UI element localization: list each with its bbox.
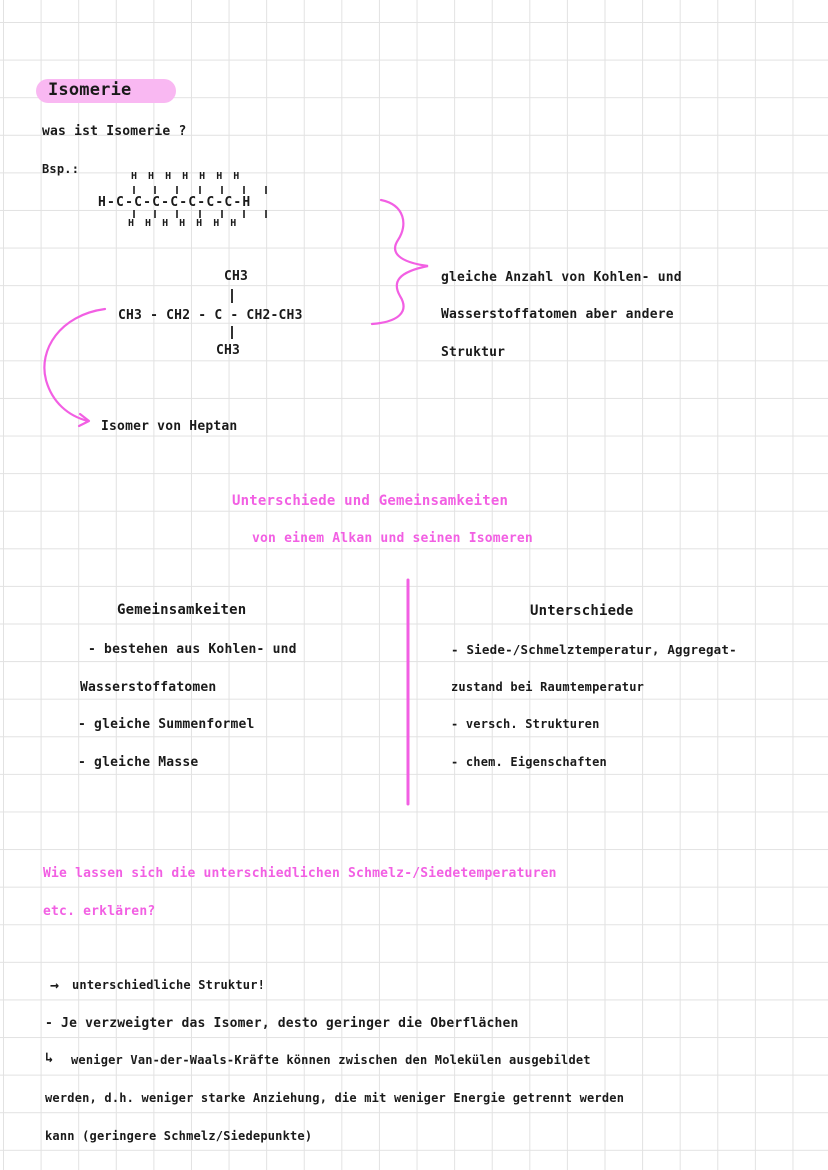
example-label: Bsp.:: [42, 162, 80, 176]
isomer-bottom-group: CH3: [216, 343, 241, 358]
difference-item: - chem. Eigenschaften: [451, 755, 607, 769]
isomer-label: Isomer von Heptan: [101, 419, 238, 434]
answer-line-2: - Je verzweigter das Isomer, desto geringer die Oberflächen: [45, 1016, 519, 1031]
commonality-item: - gleiche Masse: [78, 755, 199, 770]
note-line-1: gleiche Anzahl von Kohlen- und: [441, 270, 682, 285]
page-title: Isomerie: [48, 80, 132, 100]
commonalities-heading: Gemeinsamkeiten: [117, 602, 247, 618]
commonality-item: - gleiche Summenformel: [78, 717, 255, 732]
note-line-3: Struktur: [441, 345, 506, 360]
answer-line-1: unterschiedliche Struktur!: [72, 978, 266, 992]
isomer-main-chain: CH3 - CH2 - C - CH2-CH3: [118, 308, 303, 323]
answer-line-4: werden, d.h. weniger starke Anziehung, die mit weniger Energie getrennt werden: [45, 1091, 625, 1105]
question-line-1: Wie lassen sich die unterschiedlichen Schmelz-/Siedetemperaturen: [43, 866, 557, 881]
section-title-line-1: Unterschiede und Gemeinsamkeiten: [232, 493, 509, 509]
answer-line-3: weniger Van-der-Waals-Kräfte können zwischen den Molekülen ausgebildet: [71, 1053, 591, 1067]
note-line-2: Wasserstoffatomen aber andere: [441, 307, 674, 322]
curved-arrow-icon: [44, 309, 105, 421]
isomer-top-group: CH3: [224, 269, 249, 284]
heptane-chain: H-C-C-C-C-C-C-C-H: [98, 195, 252, 210]
commonality-item: Wasserstoffatomen: [80, 680, 217, 695]
heptane-top-hydrogens: H H H H H H H: [131, 171, 242, 182]
difference-item: - Siede-/Schmelztemperatur, Aggregat-: [451, 642, 737, 657]
difference-item: - versch. Strukturen: [451, 717, 600, 731]
arrow-right-icon: →: [50, 976, 60, 994]
differences-heading: Unterschiede: [530, 603, 634, 619]
answer-line-5: kann (geringere Schmelz/Siedepunkte): [45, 1129, 313, 1143]
commonality-item: - bestehen aus Kohlen- und: [88, 642, 297, 657]
difference-item: zustand bei Raumtemperatur: [451, 680, 645, 694]
heptane-bottom-hydrogens: H H H H H H H: [128, 218, 239, 229]
hook-arrow-icon: ↳: [45, 1050, 54, 1066]
question-heading: was ist Isomerie ?: [42, 124, 187, 139]
section-title-line-2: von einem Alkan und seinen Isomeren: [252, 531, 533, 546]
curly-brace-icon: [372, 200, 428, 324]
question-line-2: etc. erklären?: [43, 904, 156, 919]
heptane-bonds: [134, 186, 266, 218]
